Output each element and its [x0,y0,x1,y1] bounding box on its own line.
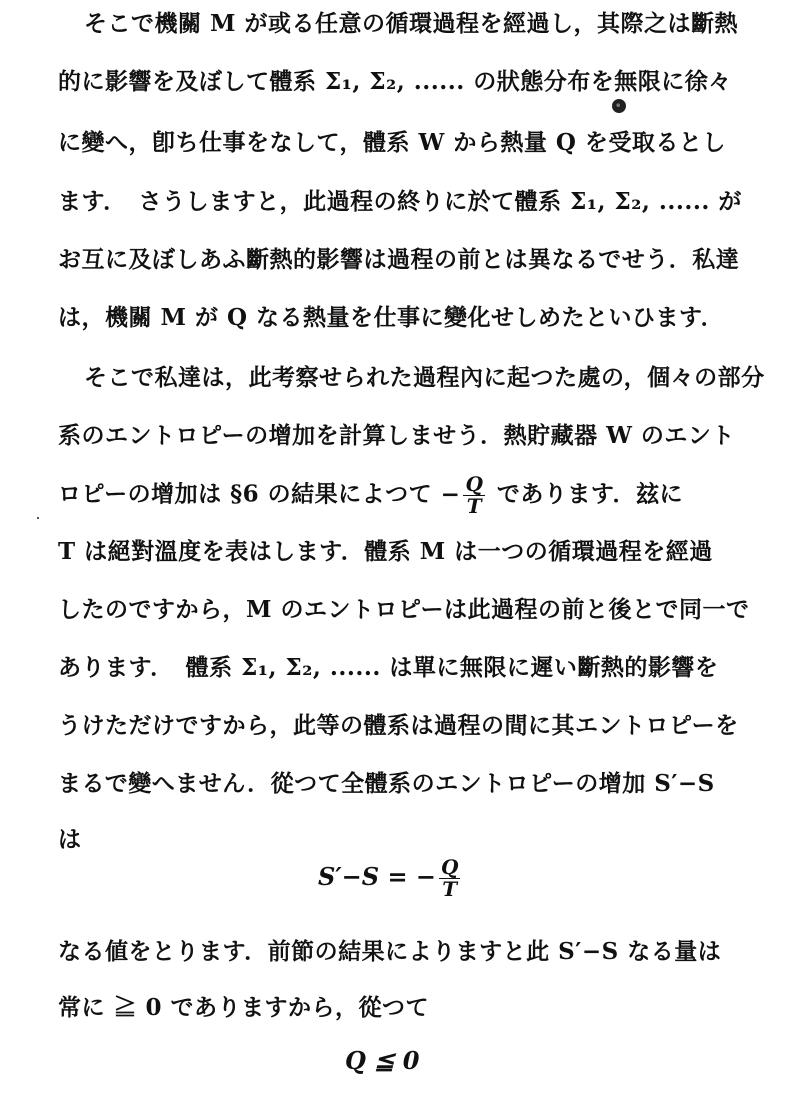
text-line-5: お互に及ぼしあふ斷熱的影響は過程の前とは異なるでせう．私達 [58,246,740,273]
inline-fraction-denominator: T [466,494,483,518]
equation-entropy-fraction [439,857,460,900]
equation-entropy-lhs: S′−S = − [318,862,437,891]
ink-blot [612,99,626,113]
text-line-10: T は絕對溫度を表はします．體系 M は一つの循環過程を經過 [58,538,713,565]
text-line-6: は，機關 M が Q なる熱量を仕事に變化せしめたといひます． [58,304,725,331]
text-line-1: そこで機關 M が或る任意の循環過程を經過し，其際之は斷熱 [84,10,738,37]
equation-entropy [318,857,463,900]
text-line-2: 的に影響を及ぼして體系 Σ₁, Σ₂, ...... の狀態分布を無限に徐々 [58,68,732,95]
text-line-15: は [58,826,82,853]
text-line-11: したのですから，M のエントロピーは此過程の前と後とで同一で [58,596,750,623]
equation-entropy-denominator: T [442,877,458,901]
inline-fraction-body [463,474,485,517]
text-line-7: そこで私達は，此考察せられた過程內に起つた處の，個々の部分 [84,364,765,391]
inline-fraction-minus: − [440,480,461,508]
text-line-12: あります． 體系 Σ₁, Σ₂, ...... は單に無限に遲い斷熱的影響を [58,654,719,681]
text-line-13: うけただけですから，此等の體系は過程の間に其エントロピーを [58,712,739,739]
equation-entropy-numerator: Q [441,855,459,879]
text-line-17: 常に ≧ 0 でありますから，從つて [58,994,430,1021]
text-line-8: 系のエントロピーの增加を計算しませう．熱貯藏器 W のエント [58,422,735,449]
text-line-9-start: ロピーの增加は §6 の結果によつて [58,480,433,508]
inline-fraction [440,472,497,518]
equation-heat-inequality: Q ≦ 0 [345,1046,420,1075]
text-line-3: に變へ，卽ち仕事をなして，體系 W から熱量 Q を受取るとし [58,129,726,156]
margin-dot [37,517,39,519]
inline-fraction-numerator: Q [465,472,484,496]
text-line-14: まるで變へません．從つて全體系のエントロピーの增加 S′−S [58,770,715,797]
text-line-9-end: であります．玆に [496,480,684,508]
text-line-9 [58,472,728,518]
text-line-4: ます． さうしますと，此過程の終りに於て體系 Σ₁, Σ₂, ...... が [58,188,742,215]
text-line-16: なる値をとります．前節の結果によりますと此 S′−S なる量は [58,938,722,965]
